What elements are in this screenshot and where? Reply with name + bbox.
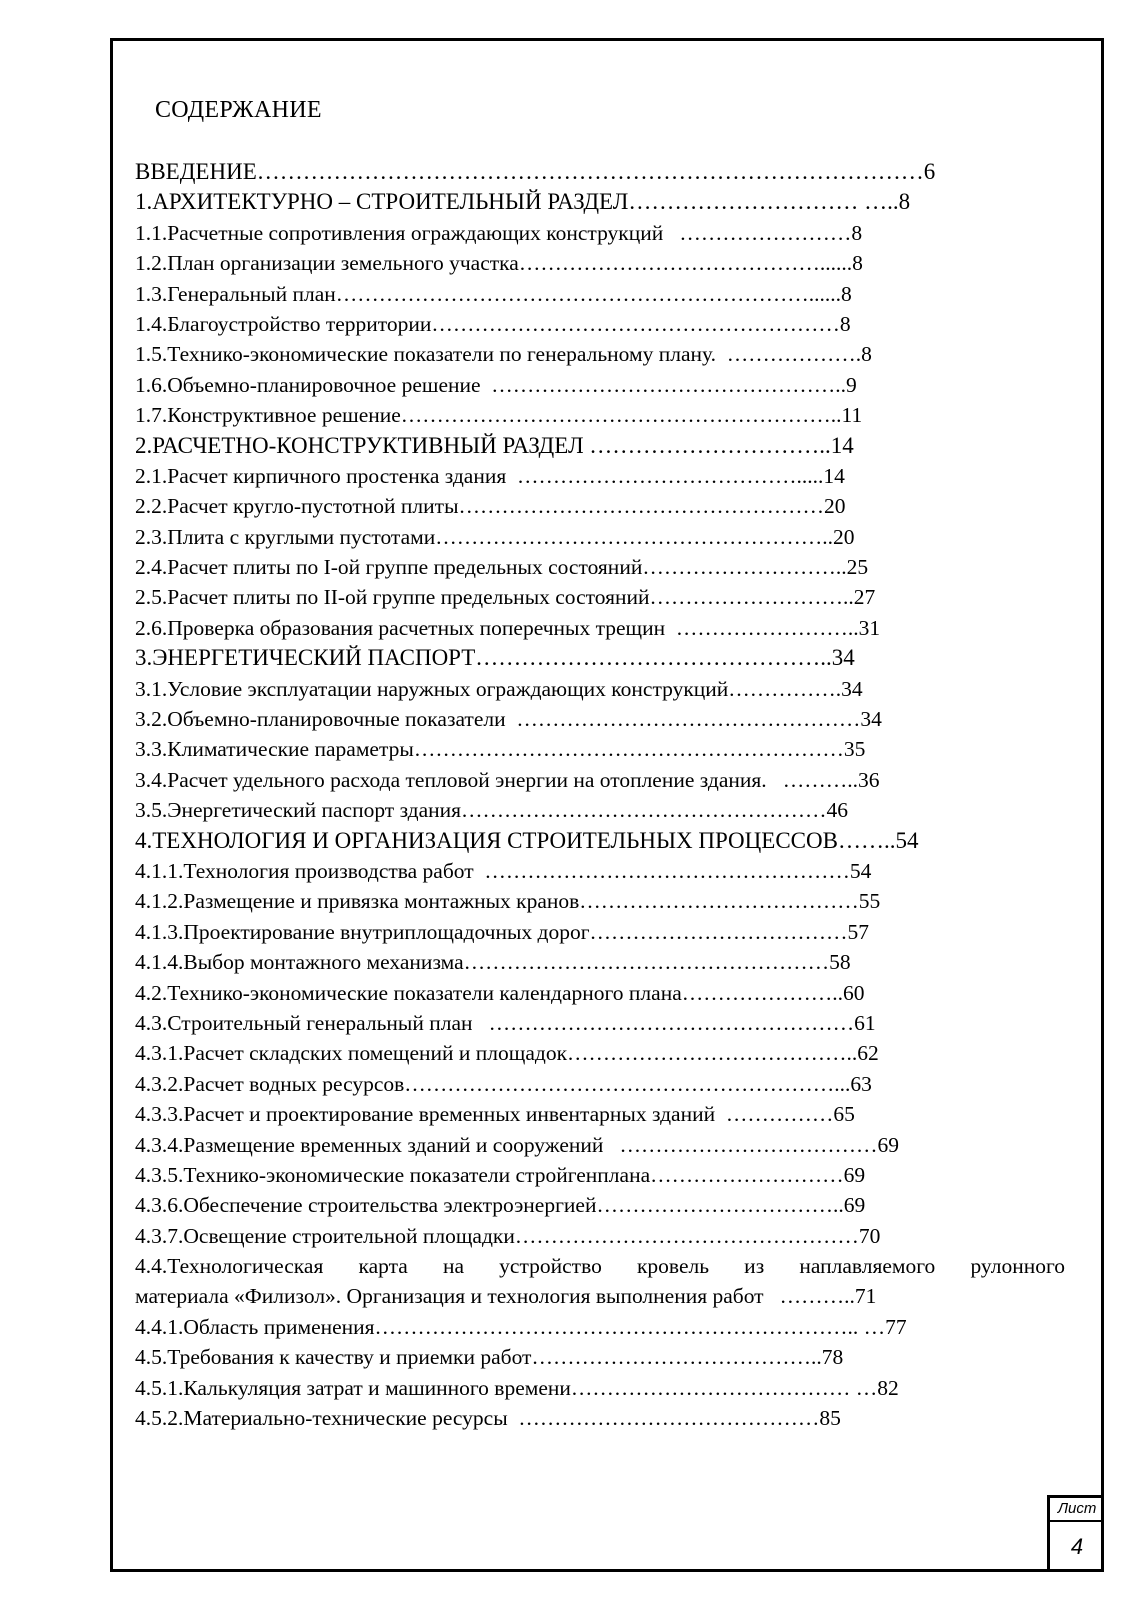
toc-entry-text: 4.3.1.Расчет складских помещений и площадок…………………………………..62 (135, 1041, 879, 1066)
toc-entry (135, 1038, 1065, 1068)
toc-entry (135, 248, 1065, 278)
toc-entry-text: 4.5.2.Материально-технические ресурсы ……………………………………85 (135, 1406, 841, 1431)
toc-entry-text: 4.ТЕХНОЛОГИЯ И ОРГАНИЗАЦИЯ СТРОИТЕЛЬНЫХ ПРОЦЕССОВ……..54 (135, 827, 919, 853)
toc-entry-text: 4.4.1.Область применения………………………………………………………….. …77 (135, 1314, 907, 1339)
toc-entry-text: 4.3.7.Освещение строительной площадки…………………………………………70 (135, 1223, 881, 1248)
toc-entry (135, 734, 1065, 764)
toc-entry-text: 1.7.Конструктивное решение……………………………………………………..11 (135, 403, 863, 428)
toc-entry (135, 1221, 1065, 1251)
toc-entry-text: 3.3.Климатические параметры……………………………………………………35 (135, 737, 866, 762)
toc-entry-text: 2.3.Плита с круглыми пустотами………………………………………………..20 (135, 524, 855, 549)
toc-entry-text: 1.6.Объемно-планировочное решение …………………………………………..9 (135, 372, 857, 397)
toc-entry-text: 3.2.Объемно-планировочные показатели …………………………………………34 (135, 707, 882, 732)
toc-entry-text: 4.3.5.Технико-экономические показатели стройгенплана………………………69 (135, 1162, 866, 1187)
toc-entry (135, 582, 1065, 612)
toc-entry (135, 1342, 1065, 1372)
toc-entry (135, 704, 1065, 734)
toc-entry-text: 3.ЭНЕРГЕТИЧЕСКИЙ ПАСПОРТ………………………………………..34 (135, 645, 855, 671)
toc-entry (135, 1160, 1065, 1190)
toc-entry-text: 1.АРХИТЕКТУРНО – СТРОИТЕЛЬНЫЙ РАЗДЕЛ………………………… …..8 (135, 189, 911, 215)
toc-entry (135, 765, 1065, 795)
toc-entry-text: 4.1.4.Выбор монтажного механизма……………………………………………58 (135, 950, 851, 975)
sheet-label: Лист (1050, 1498, 1104, 1522)
toc-entry-text: 2.1.Расчет кирпичного простенка здания ………………………………….....14 (135, 463, 845, 488)
toc-entry (135, 917, 1065, 947)
toc-entry (135, 795, 1065, 825)
toc-entry (135, 1008, 1065, 1038)
toc-entry (135, 461, 1065, 491)
toc-entry (135, 826, 1065, 856)
toc-entry-text: 1.5.Технико-экономические показатели по генеральному плану. ……………….8 (135, 342, 872, 367)
toc-entry-text: 2.РАСЧЕТНО-КОНСТРУКТИВНЫЙ РАЗДЕЛ …………………………..14 (135, 432, 854, 458)
toc-entry (135, 1099, 1065, 1129)
toc-entry (135, 1251, 1065, 1281)
toc-entry-text: 4.3.2.Расчет водных ресурсов……………………………………………………...63 (135, 1071, 872, 1096)
toc-entry-text: 4.1.3.Проектирование внутриплощадочных дорог………………………………57 (135, 919, 870, 944)
toc-entry-text: 1.3.Генеральный план…………………………………………………………......8 (135, 281, 852, 306)
toc-entry (135, 187, 1065, 217)
toc-entry-text: 1.2.План организации земельного участка……………………………………......8 (135, 251, 863, 276)
toc-entry (135, 947, 1065, 977)
toc-entry (135, 552, 1065, 582)
toc-entry (135, 1403, 1065, 1433)
toc-entry (135, 613, 1065, 643)
toc-entry-text: ВВЕДЕНИЕ……………………………………………………………………………6 (135, 159, 936, 184)
toc-entry (135, 643, 1065, 673)
toc-entry (135, 370, 1065, 400)
toc-entry-text: 4.1.2.Размещение и привязка монтажных кранов…………………………………55 (135, 889, 881, 914)
toc-entry-text: 2.5.Расчет плиты по II-ой группе предельных состояний………………………..27 (135, 585, 876, 610)
toc-entry (135, 309, 1065, 339)
toc-entry-text: 2.2.Расчет кругло-пустотной плиты……………………………………………20 (135, 494, 846, 519)
toc-entry-text: 3.5.Энергетический паспорт здания……………………………………………46 (135, 798, 849, 823)
toc-entry (135, 1130, 1065, 1160)
toc-entry-text: 4.3.Строительный генеральный план ……………………………………………61 (135, 1010, 876, 1035)
toc-entry (135, 886, 1065, 916)
sheet-stamp (1047, 1495, 1104, 1572)
toc-entry-text: 4.4.Технологическая карта на устройство кровель из наплавляемого рулонного (135, 1254, 1065, 1279)
toc-entry (135, 218, 1065, 248)
toc-entry (135, 1190, 1065, 1220)
toc-entry (135, 1281, 1065, 1311)
toc-entry-text: 4.3.6.Обеспечение строительства электроэнергией……………………………..69 (135, 1193, 866, 1218)
toc-entry-text: 1.4.Благоустройство территории…………………………………………………8 (135, 311, 851, 336)
toc-entry (135, 856, 1065, 886)
toc-entry (135, 1069, 1065, 1099)
toc-entry (135, 431, 1065, 461)
toc-entry (135, 1373, 1065, 1403)
page-title: СОДЕРЖАНИЕ (155, 97, 322, 123)
toc-entry-text: 4.3.4.Размещение временных зданий и сооружений ………………………………69 (135, 1132, 900, 1157)
toc-entry-text: 4.5.1.Калькуляция затрат и машинного времени………………………………… …82 (135, 1375, 899, 1400)
toc-entry-text: 2.6.Проверка образования расчетных поперечных трещин ……………………..31 (135, 615, 881, 640)
toc-entry (135, 400, 1065, 430)
toc-entry-text: 1.1.Расчетные сопротивления ограждающих конструкций ……………………8 (135, 220, 863, 245)
toc-entry-text: 4.3.3.Расчет и проектирование временных инвентарных зданий ……………65 (135, 1102, 855, 1127)
toc-entry-text: материала «Филизол». Организация и технология выполнения работ ………..71 (135, 1284, 877, 1309)
toc-entry (135, 279, 1065, 309)
toc-entry-text: 3.1.Условие эксплуатации наружных ограждающих конструкций…………….34 (135, 676, 863, 701)
toc-entry-text: 4.2.Технико-экономические показатели календарного плана…………………..60 (135, 980, 865, 1005)
toc-entry (135, 978, 1065, 1008)
toc-entry-text: 2.4.Расчет плиты по I-ой группе предельных состояний………………………..25 (135, 555, 869, 580)
toc-entry (135, 339, 1065, 369)
sheet-number: 4 (1070, 1534, 1084, 1559)
toc-entry-text: 4.1.1.Технология производства работ ……………………………………………54 (135, 858, 872, 883)
toc-entry (135, 157, 1065, 187)
toc-entry (135, 1312, 1065, 1342)
toc-entry (135, 674, 1065, 704)
table-of-contents (135, 157, 1065, 1433)
toc-entry-text: 3.4.Расчет удельного расхода тепловой энергии на отопление здания. ………..36 (135, 767, 880, 792)
toc-entry (135, 522, 1065, 552)
toc-entry-text: 4.5.Требования к качеству и приемки работ…………………………………..78 (135, 1345, 844, 1370)
toc-entry (135, 491, 1065, 521)
